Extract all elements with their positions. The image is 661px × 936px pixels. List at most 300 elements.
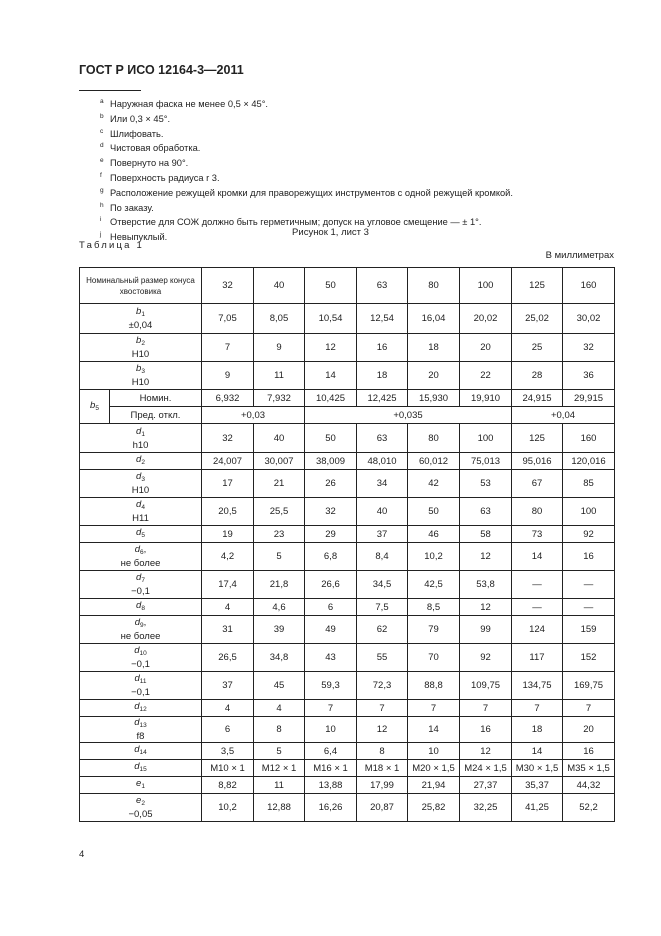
value-cell: 19 [202, 526, 254, 543]
value-cell: 109,75 [460, 672, 512, 700]
value-cell: 18 [408, 334, 460, 362]
param-subscript: 2 [141, 800, 145, 807]
value-cell: 10 [408, 743, 460, 760]
footnote-mark: f [100, 171, 102, 179]
value-cell: 4,6 [254, 599, 305, 616]
value-cell: 6 [202, 717, 254, 743]
footnote-text: Расположение режущей кромки для праворежущих инструментов с одной режущей кромкой. [110, 187, 513, 198]
param-symbol [80, 527, 201, 541]
param-letter: d [134, 744, 140, 755]
value-cell: 12 [460, 543, 512, 571]
param-subscript: 13 [139, 722, 147, 729]
value-cell: 18 [357, 362, 408, 390]
param-cell [80, 362, 202, 390]
value-cell: 52,2 [563, 794, 615, 822]
value-cell: 20,02 [460, 304, 512, 334]
param-tolerance: −0,1 [131, 586, 150, 597]
param-cell [80, 777, 202, 794]
param-symbol [80, 617, 201, 631]
param-symbol [80, 306, 201, 320]
footnote-text: Или 0,3 × 45°. [110, 113, 171, 124]
param-subscript: 5 [141, 532, 145, 539]
value-cell: 8,82 [202, 777, 254, 794]
value-cell: 67 [512, 470, 563, 498]
param-letter: d [134, 761, 140, 772]
value-cell: 7 [408, 700, 460, 717]
footnote-text: Наружная фаска не менее 0,5 × 45°. [110, 99, 269, 109]
param-symbol [80, 717, 201, 731]
param-symbol [80, 335, 201, 349]
table-row [80, 599, 615, 616]
param-symbol [80, 426, 201, 440]
figure-caption: Рисунок 1, лист 3 [292, 227, 369, 238]
value-cell: 10,2 [408, 543, 460, 571]
footnote-separator [79, 90, 141, 91]
value-cell: 14 [512, 743, 563, 760]
value-cell: 22 [460, 362, 512, 390]
table-row [80, 644, 615, 672]
value-cell: 15,930 [408, 390, 460, 407]
param-symbol [80, 778, 201, 792]
value-cell: 100 [563, 498, 615, 526]
value-cell: 29 [305, 526, 357, 543]
value-cell: 62 [357, 616, 408, 644]
value-cell: M10 × 1 [202, 760, 254, 777]
param-subscript: 1 [141, 311, 145, 318]
table-row [80, 424, 615, 453]
value-cell: 48,010 [357, 453, 408, 470]
param-subscript: 1 [141, 430, 145, 438]
param-symbol [80, 454, 201, 468]
value-cell: 152 [563, 644, 615, 672]
value-cell: 7 [305, 700, 357, 717]
value-cell: 63 [357, 424, 408, 453]
footnote [100, 155, 513, 170]
value-cell: 59,3 [305, 672, 357, 700]
value-cell: M20 × 1,5 [408, 760, 460, 777]
value-cell: 125 [512, 424, 563, 453]
param-cell [80, 700, 202, 717]
value-cell: 8 [254, 717, 305, 743]
param-letter: b [136, 363, 142, 374]
value-cell: 41,25 [512, 794, 563, 822]
value-cell: 75,013 [460, 453, 512, 470]
param-cell [80, 543, 202, 571]
table-row [80, 334, 615, 362]
table-row [80, 794, 615, 822]
footnote [100, 96, 513, 111]
param-cell [80, 304, 202, 334]
param-letter: b [136, 306, 142, 317]
param-symbol [80, 471, 201, 485]
value-cell: 20 [408, 362, 460, 390]
value-cell: 17,4 [202, 571, 254, 599]
value-cell: 25 [512, 334, 563, 362]
param-subscript: 3 [141, 476, 145, 483]
table-header-row [80, 268, 615, 304]
table-row [80, 777, 615, 794]
value-cell: 42 [408, 470, 460, 498]
param-tolerance: H11 [132, 513, 149, 524]
value-cell: 11 [254, 777, 305, 794]
value-cell: 49 [305, 616, 357, 644]
param-symbol [80, 744, 201, 758]
value-cell: M24 × 1,5 [460, 760, 512, 777]
footnote-text: Отверстие для СОЖ должно быть герметичным; допуск на угловое смещение — ± 1°. [110, 217, 482, 228]
param-cell [80, 453, 202, 470]
value-cell: 30,007 [254, 453, 305, 470]
value-cell: 3,5 [202, 743, 254, 760]
param-subscript: 6 [140, 549, 144, 556]
document-header: ГОСТ Р ИСО 12164-3—2011 [79, 63, 244, 77]
param-subscript: 10 [139, 650, 147, 657]
table-row [80, 407, 615, 424]
value-cell: 72,3 [357, 672, 408, 700]
param-subscript: 1 [141, 783, 145, 790]
dimensions-table [79, 267, 615, 822]
value-cell: 37 [202, 672, 254, 700]
value-cell: 17,99 [357, 777, 408, 794]
value-cell: 23 [254, 526, 305, 543]
value-cell: 42,5 [408, 571, 460, 599]
param-letter: d [136, 572, 142, 583]
param-letter: b [90, 399, 96, 411]
param-cell [80, 743, 202, 760]
value-cell: 26,5 [202, 644, 254, 672]
param-symbol [80, 544, 201, 558]
value-cell: 25,5 [254, 498, 305, 526]
value-cell: 14 [408, 717, 460, 743]
value-cell: 32 [202, 424, 254, 453]
value-cell: M18 × 1 [357, 760, 408, 777]
value-cell: 7 [202, 334, 254, 362]
footnote-mark: c [100, 127, 104, 135]
param-letter: b [136, 335, 142, 346]
param-subscript: 4 [141, 504, 145, 511]
value-cell: 30,02 [563, 304, 615, 334]
value-cell: 39 [254, 616, 305, 644]
param-subscript: 7 [141, 577, 145, 584]
param-letter: d [136, 425, 142, 437]
value-cell: 85 [563, 470, 615, 498]
value-cell: +0,035 [305, 407, 512, 424]
param-subscript: 14 [139, 749, 147, 756]
param-tolerance: ±0,04 [128, 320, 153, 331]
value-cell: 36 [563, 362, 615, 390]
param-letter: d [136, 600, 142, 611]
footnote [100, 200, 513, 215]
value-cell: 120,016 [563, 453, 615, 470]
value-cell: 58 [460, 526, 512, 543]
value-cell: 55 [357, 644, 408, 672]
value-cell: 160 [563, 424, 615, 453]
value-cell: 35,37 [512, 777, 563, 794]
param-cell [80, 599, 202, 616]
value-cell: 12 [460, 599, 512, 616]
footnote [100, 111, 513, 126]
param-letter: d [134, 717, 140, 728]
value-cell: 6,4 [305, 743, 357, 760]
table-row [80, 743, 615, 760]
value-cell: 8,05 [254, 304, 305, 334]
value-cell: 4 [202, 700, 254, 717]
param-letter: d [136, 454, 142, 465]
table-row [80, 571, 615, 599]
value-cell: 40 [254, 424, 305, 453]
table-row [80, 543, 615, 571]
param-tolerance: не более [120, 558, 161, 569]
value-cell: 16 [357, 334, 408, 362]
value-cell: M12 × 1 [254, 760, 305, 777]
value-cell: 4 [254, 700, 305, 717]
value-cell: 50 [305, 424, 357, 453]
value-cell: 6,932 [202, 390, 254, 407]
footnote-text: Невыпуклый. [110, 232, 168, 243]
value-cell: 12,425 [357, 390, 408, 407]
table-row [80, 760, 615, 777]
value-cell: 44,32 [563, 777, 615, 794]
value-cell: 7 [460, 700, 512, 717]
param-cell [80, 334, 202, 362]
table-row [80, 717, 615, 743]
value-cell: 8,5 [408, 599, 460, 616]
param-letter: d [136, 527, 142, 538]
param-cell [80, 526, 202, 543]
value-cell: — [512, 571, 563, 599]
value-cell: 4,2 [202, 543, 254, 571]
footnote-mark: a [100, 98, 104, 105]
param-symbol [80, 673, 201, 687]
page-number: 4 [79, 849, 85, 860]
value-cell: M35 × 1,5 [563, 760, 615, 777]
footnote-text: По заказу. [110, 202, 154, 213]
param-letter: d [136, 471, 142, 482]
value-cell: M16 × 1 [305, 760, 357, 777]
footnote-text: Шлифовать. [110, 128, 164, 139]
value-cell: 79 [408, 616, 460, 644]
footnote-text: Повернуто на 90°. [110, 158, 189, 169]
footnote [100, 126, 513, 141]
value-cell: 5 [254, 743, 305, 760]
param-tolerance: H10 [131, 377, 150, 388]
value-cell: 73 [512, 526, 563, 543]
value-cell: M30 × 1,5 [512, 760, 563, 777]
value-cell: 6,8 [305, 543, 357, 571]
param-suffix: , [143, 544, 147, 555]
table-row [80, 470, 615, 498]
value-cell: 27,37 [460, 777, 512, 794]
param-letter: e [136, 778, 142, 789]
value-cell: 17 [202, 470, 254, 498]
size-header: 63 [357, 268, 408, 304]
value-cell: 38,009 [305, 453, 357, 470]
table-row [80, 700, 615, 717]
value-cell: 8 [357, 743, 408, 760]
size-header: 32 [202, 268, 254, 304]
param-tolerance: H10 [131, 349, 150, 360]
deviation-label: Пред. откл. [110, 407, 202, 424]
value-cell: 12 [460, 743, 512, 760]
param-cell [80, 616, 202, 644]
size-header: 40 [254, 268, 305, 304]
param-symbol [80, 600, 201, 614]
param-subscript: 15 [139, 766, 147, 773]
value-cell: 12,88 [254, 794, 305, 822]
param-cell [80, 760, 202, 777]
value-cell: 7,5 [357, 599, 408, 616]
footnote-mark: g [100, 186, 104, 194]
value-cell: 32,25 [460, 794, 512, 822]
param-letter: d [134, 617, 141, 628]
value-cell: +0,03 [202, 407, 305, 424]
value-cell: 10 [305, 717, 357, 743]
table-row [80, 616, 615, 644]
value-cell: 20 [563, 717, 615, 743]
param-cell [80, 498, 202, 526]
value-cell: 18 [512, 717, 563, 743]
value-cell: 32 [305, 498, 357, 526]
value-cell: 31 [202, 616, 254, 644]
value-cell: 20 [460, 334, 512, 362]
value-cell: 16 [563, 543, 615, 571]
value-cell: 20,87 [357, 794, 408, 822]
footnote-text: Поверхность радиуса r 3. [110, 172, 220, 183]
value-cell: 10,425 [305, 390, 357, 407]
value-cell: 40 [357, 498, 408, 526]
param-tolerance: −0,05 [128, 809, 153, 820]
param-subscript: 12 [139, 706, 147, 713]
footnote-mark: j [100, 231, 102, 239]
value-cell: 43 [305, 644, 357, 672]
value-cell: 60,012 [408, 453, 460, 470]
param-tolerance: −0,1 [131, 687, 150, 698]
footnote-mark: i [100, 216, 102, 224]
value-cell: 124 [512, 616, 563, 644]
value-cell: 7,05 [202, 304, 254, 334]
value-cell: 5 [254, 543, 305, 571]
value-cell: 13,88 [305, 777, 357, 794]
footnote-mark: d [100, 142, 104, 150]
table-row [80, 390, 615, 407]
param-cell [80, 571, 202, 599]
value-cell: 50 [408, 498, 460, 526]
value-cell: 134,75 [512, 672, 563, 700]
value-cell: 10,54 [305, 304, 357, 334]
value-cell: 25,02 [512, 304, 563, 334]
param-subscript: 5 [95, 404, 99, 412]
value-cell: 16 [563, 743, 615, 760]
value-cell: +0,04 [512, 407, 615, 424]
value-cell: 29,915 [563, 390, 615, 407]
footnote-mark: h [100, 201, 104, 209]
table-row [80, 304, 615, 334]
value-cell: 7,932 [254, 390, 305, 407]
value-cell: 53 [460, 470, 512, 498]
value-cell: 24,915 [512, 390, 563, 407]
value-cell: 46 [408, 526, 460, 543]
value-cell: 80 [512, 498, 563, 526]
size-header: 80 [408, 268, 460, 304]
value-cell: 34,5 [357, 571, 408, 599]
size-header: 100 [460, 268, 512, 304]
param-letter: d [134, 544, 141, 555]
param-cell [80, 424, 202, 453]
param-cell [80, 390, 110, 424]
param-tolerance: h10 [132, 439, 149, 451]
value-cell: 16 [460, 717, 512, 743]
param-tolerance: H10 [131, 485, 150, 496]
value-cell: 9 [202, 362, 254, 390]
footnotes [100, 96, 513, 244]
value-cell: 63 [460, 498, 512, 526]
param-symbol [80, 645, 201, 659]
value-cell: 9 [254, 334, 305, 362]
table-row [80, 526, 615, 543]
footnote [100, 185, 513, 200]
param-suffix: , [143, 617, 147, 628]
value-cell: 28 [512, 362, 563, 390]
value-cell: — [512, 599, 563, 616]
value-cell: 6 [305, 599, 357, 616]
header-label: Номинальный размер конуса хвостовика [80, 268, 202, 304]
footnote-mark: b [100, 112, 104, 120]
param-tolerance: −0,1 [131, 659, 150, 670]
footnote-mark: e [100, 157, 104, 165]
param-tolerance: не более [120, 631, 161, 642]
param-cell [80, 644, 202, 672]
value-cell: 24,007 [202, 453, 254, 470]
value-cell: 14 [512, 543, 563, 571]
param-letter: d [134, 645, 140, 656]
value-cell: 169,75 [563, 672, 615, 700]
param-cell [80, 672, 202, 700]
value-cell: 95,016 [512, 453, 563, 470]
param-symbol [80, 363, 201, 377]
value-cell: 99 [460, 616, 512, 644]
value-cell: 21,8 [254, 571, 305, 599]
value-cell: 70 [408, 644, 460, 672]
param-symbol [80, 572, 201, 586]
value-cell: 53,8 [460, 571, 512, 599]
param-subscript: 11 [139, 678, 147, 685]
table-row [80, 672, 615, 700]
value-cell: 12 [357, 717, 408, 743]
value-cell: 20,5 [202, 498, 254, 526]
value-cell: — [563, 571, 615, 599]
table-row [80, 453, 615, 470]
value-cell: 12,54 [357, 304, 408, 334]
footnote-text: Чистовая обработка. [110, 143, 201, 154]
param-tolerance: f8 [136, 731, 145, 742]
value-cell: 26 [305, 470, 357, 498]
table-row [80, 362, 615, 390]
param-subscript: 9 [140, 622, 144, 629]
value-cell: 8,4 [357, 543, 408, 571]
value-cell: 16,04 [408, 304, 460, 334]
value-cell: 11 [254, 362, 305, 390]
value-cell: 4 [202, 599, 254, 616]
value-cell: 32 [563, 334, 615, 362]
param-subscript: 2 [141, 340, 145, 347]
value-cell: 92 [460, 644, 512, 672]
value-cell: 34,8 [254, 644, 305, 672]
param-symbol [80, 701, 201, 715]
value-cell: 7 [563, 700, 615, 717]
param-cell [80, 794, 202, 822]
size-header: 125 [512, 268, 563, 304]
value-cell: 92 [563, 526, 615, 543]
param-subscript: 2 [141, 459, 145, 466]
